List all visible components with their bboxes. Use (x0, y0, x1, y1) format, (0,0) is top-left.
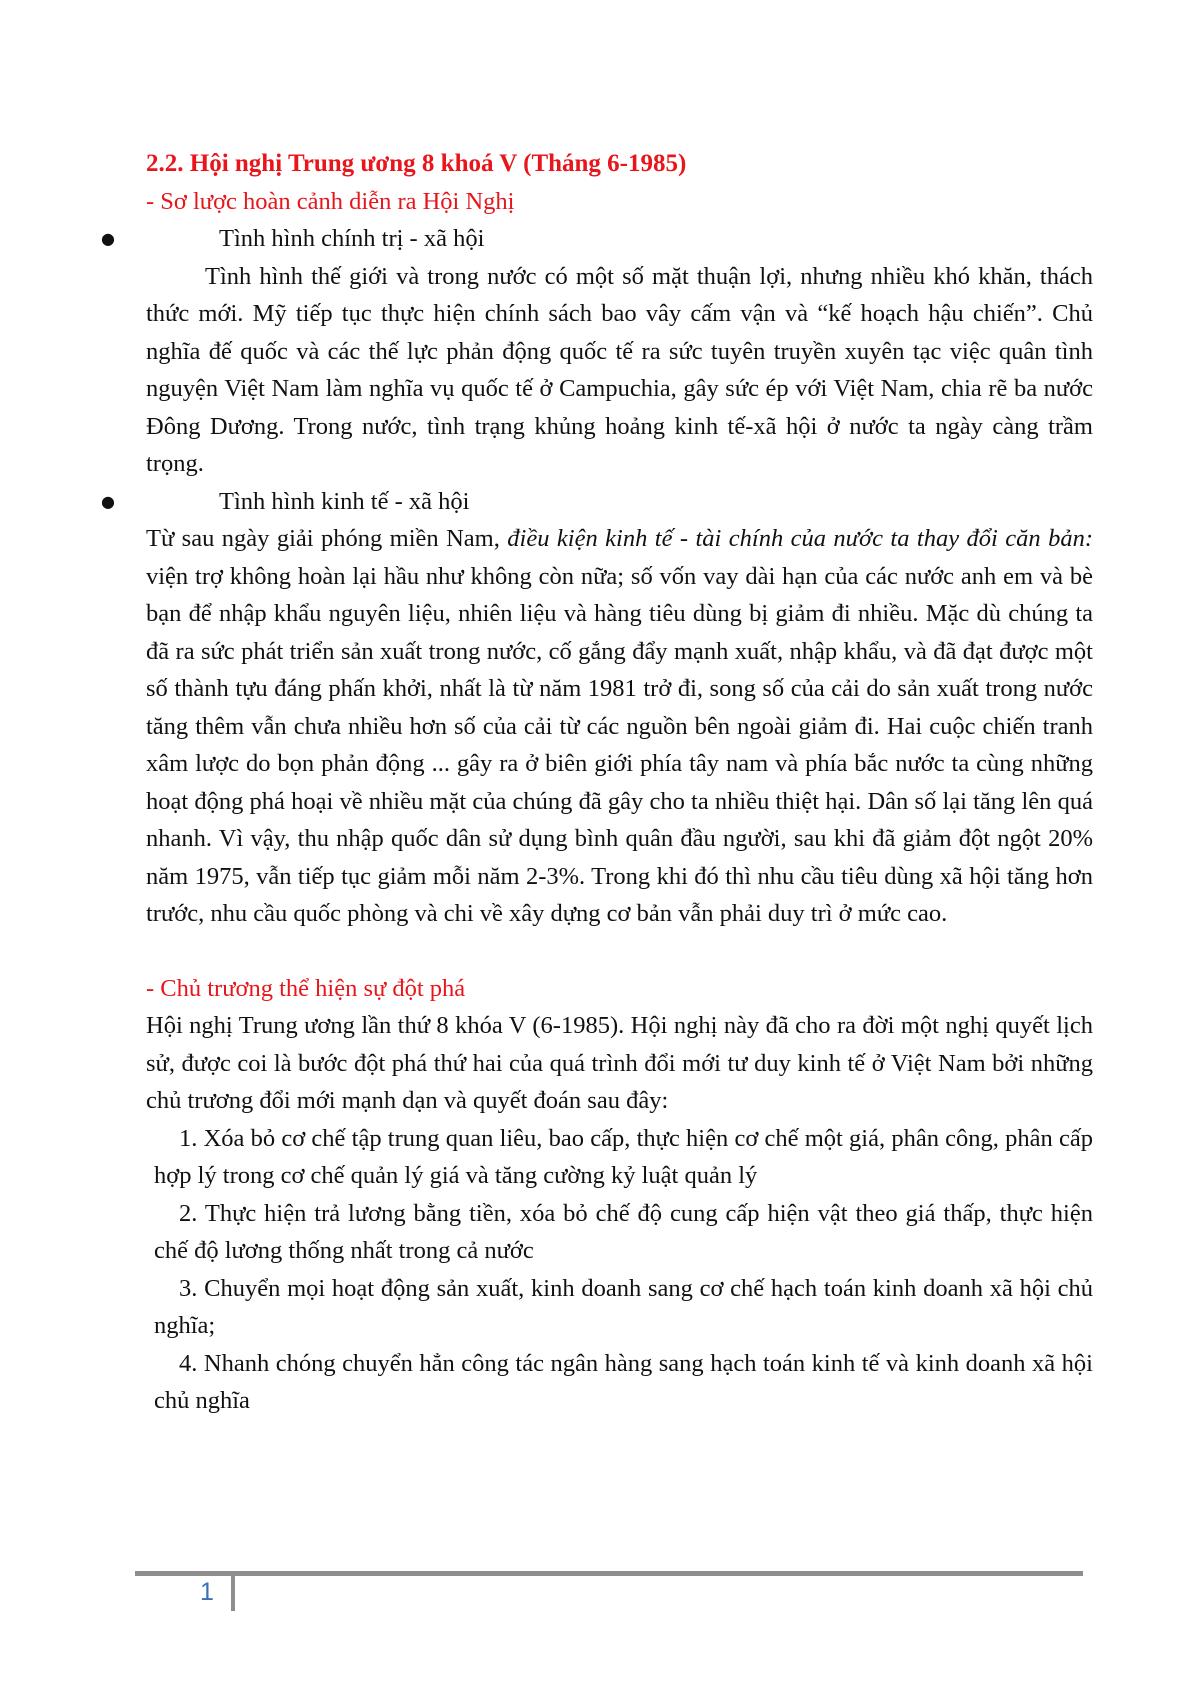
bullet-icon: ● (101, 491, 115, 511)
page-number: 1 (200, 1578, 214, 1606)
paragraph-economy-rest: viện trợ không hoàn lại hầu như không còn nữa; số vốn vay dài hạn của các nước anh em và bè bạn để nhập khẩu nguyên liệu, nhiên liệu và hàng tiêu dùng bị giảm đi nhiều. Mặc dù chúng ta đã ra sức phát triển sản xuất trong nước, cố gắng đẩy mạnh xuất, nhập khẩu, và đã đạt được một số thành tựu đáng phấn khởi, nhất là từ năm 1981 trở đi, song số của cải do sản xuất trong nước tăng thêm vẫn chưa nhiều hơn số của cải từ các nguồn bên ngoài giảm đi. Hai cuộc chiến tranh xâm lược do bọn phản động ... gây ra ở biên giới phía tây nam và phía bắc nước ta cùng những hoạt động phá hoại về nhiều mặt của chúng đã gây cho ta nhiều thiệt hại. Dân số lại tăng lên quá nhanh. Vì vậy, thu nhập quốc dân sử dụng bình quân đầu người, sau khi đã giảm đột ngột 20% năm 1975, vẫn tiếp tục giảm mỗi năm 2-3%. Trong khi đó thì nhu cầu tiêu dùng xã hội tăng hơn trước, nhu cầu quốc phòng và chi về xây dựng cơ bản vẫn phải duy trì ở mức cao. (146, 562, 1093, 927)
bullet-item-economy (101, 483, 1093, 521)
subheading-breakthrough: - Chủ trương thể hiện sự đột phá (146, 974, 466, 1002)
bullet-item-politics (101, 220, 1093, 258)
list-item: 1. Xóa bỏ cơ chế tập trung quan liêu, bao cấp, thực hiện cơ chế một giá, phân công, phân cấp hợp lý trong cơ chế quản lý giá và tăng cường kỷ luật quản lý (154, 1124, 1093, 1189)
footer-separator (231, 1571, 235, 1611)
paragraph-conference: Hội nghị Trung ương lần thứ 8 khóa V (6-1985). Hội nghị này đã cho ra đời một nghị quyết lịch sử, được coi là bước đột phá thứ hai của quá trình đổi mới tư duy kinh tế ở Việt Nam bởi những chủ trương đổi mới mạnh dạn và quyết đoán sau đây: (146, 1012, 1093, 1114)
section-heading: 2.2. Hội nghị Trung ương 8 khoá V (Tháng 6-1985) (146, 150, 687, 177)
bullet-icon: ● (101, 229, 115, 248)
bullet-label: Tình hình kinh tế - xã hội (219, 487, 470, 515)
document-page (101, 145, 1093, 1420)
paragraph-economy (146, 520, 1093, 933)
numbered-list (146, 1120, 1093, 1420)
list-item: 2. Thực hiện trả lương bằng tiền, xóa bỏ chế độ cung cấp hiện vật theo giá thấp, thực hiện chế độ lương thống nhất trong cả nước (154, 1199, 1093, 1264)
spacer (146, 933, 1093, 970)
list-item: 3. Chuyển mọi hoạt động sản xuất, kinh doanh sang cơ chế hạch toán kinh doanh xã hội chủ nghĩa; (154, 1274, 1093, 1339)
list-item: 4. Nhanh chóng chuyển hẳn công tác ngân hàng sang hạch toán kinh tế và kinh doanh xã hội chủ nghĩa (154, 1349, 1093, 1414)
paragraph-politics: Tình hình thế giới và trong nước có một số mặt thuận lợi, nhưng nhiều khó khăn, thách thức mới. Mỹ tiếp tục thực hiện chính sách bao vây cấm vận và “kế hoạch hậu chiến”. Chủ nghĩa đế quốc và các thế lực phản động quốc tế ra sức tuyên truyền xuyên tạc việc quân tình nguyện Việt Nam làm nghĩa vụ quốc tế ở Campuchia, gây sức ép với Việt Nam, chia rẽ ba nước Đông Dương. Trong nước, tình trạng khủng hoảng kinh tế-xã hội ở nước ta ngày càng trầm trọng. (146, 262, 1093, 477)
bullet-label: Tình hình chính trị - xã hội (219, 225, 485, 252)
paragraph-economy-italic: điều kiện kinh tế - tài chính của nước ta thay đổi căn bản: (507, 525, 1093, 552)
footer-rule (135, 1571, 1083, 1576)
paragraph-economy-start: Từ sau ngày giải phóng miền Nam, (146, 525, 508, 552)
subheading-context: - Sơ lược hoàn cảnh diễn ra Hội Nghị (146, 187, 515, 215)
